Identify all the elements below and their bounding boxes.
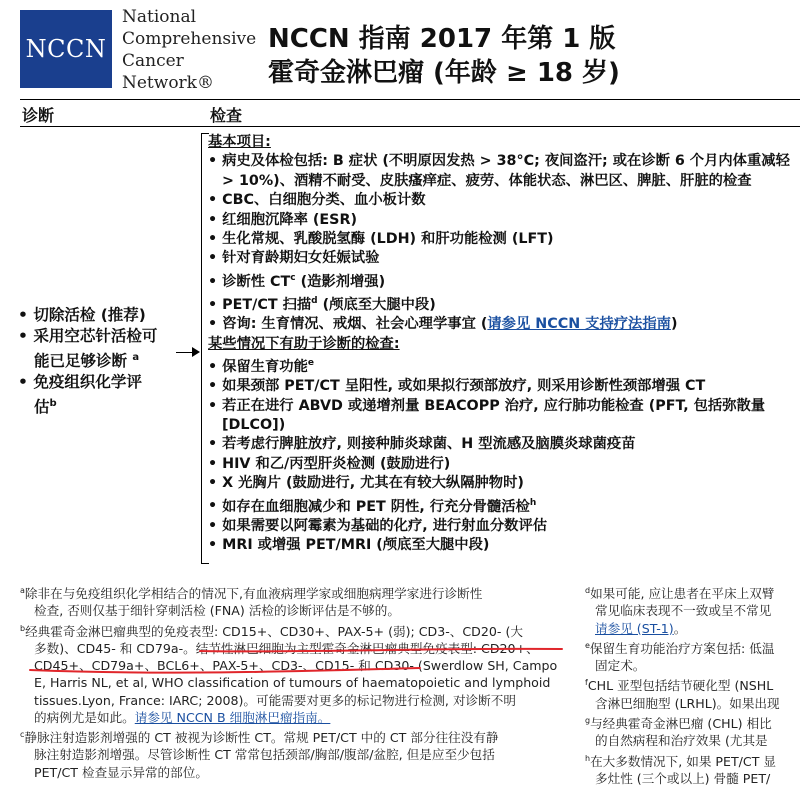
workup-bracket [201,133,202,563]
workup-bracket-bottom [201,563,209,564]
supportive-care-link[interactable]: 请参见 NCCN 支持疗法指南 [487,316,671,333]
workup-item-cont: [DLCO]) [222,416,286,433]
logo-line: Network® [122,73,214,93]
logo-line: Cancer [122,51,184,71]
b-cell-lymphoma-link[interactable]: 请参见 NCCN B 细胞淋巴瘤指南。 [134,709,331,725]
logo-line: Comprehensive [122,29,257,49]
workup-item: • 病史及体检包括: B 症状 (不明原因发热 > 38°C; 夜间盗汗; 或在诊断 6 个月内体重减轻 [208,152,790,171]
logo-abbrev: NCCN [25,35,107,63]
footnote-f: $^f$CHL 亚型包括结节硬化型 (NSHL [585,678,774,694]
footnote-c-cont: 脉注射造影剂增强。尽管诊断性 CT 常常包括颈部/胸部/腹部/盆腔, 但是应至少包括 [34,747,495,763]
footnote-b-cont: CD45+、CD79a+、BCL6+、PAX-5+、CD3-、CD15- 和 CD30- (Swerdlow SH, Campo [34,658,558,674]
column-header-diagnosis: 诊断 [22,106,55,125]
useful-section-title: 某些情况下有助于诊断的检查: [208,335,400,352]
footnotes-right [585,582,780,787]
workup-item: • PET/CT 扫描$^d$ (颅底至大腿中段) [208,292,790,315]
footnote-a-cont: 检查, 否则仅基于细针穿刺活检 (FNA) 活检的诊断评估是不够的。 [34,603,400,619]
logo-wordmark [122,6,256,94]
footnote-b-cont: tissues.Lyon, France: IARC; 2008)。可能需要对更多的标记物进行检测, 对诊断不明 [34,692,516,708]
workup-item: • 生化常规、乳酸脱氢酶 (LDH) 和肝功能检测 (LFT) [208,230,790,249]
footnote-f-cont: 含淋巴细胞型 (LRHL)。如果出现 [595,695,780,711]
footnote-b-cont: 多数)、CD45- 和 CD79a-。结节性淋巴细胞为主型霍奇金淋巴瘤典型免疫表型: CD20+、 [34,640,539,656]
workup-item: • 红细胞沉降率 (ESR) [208,211,790,230]
diagnosis-item-cont: 能已足够诊断 $^a$ [34,352,140,371]
workup-item-cont: > 10%)、酒精不耐受、皮肤瘙痒症、疲劳、体能状态、淋巴区、脾脏、肝脏的检查 [222,172,752,189]
workup-item: • 若正在进行 ABVD 或递增剂量 BEACOPP 治疗, 应行肺功能检查 (PFT, 包括弥散量 [208,397,790,416]
column-header-workup: 检查 [210,106,243,125]
footnote-d: $^d$如果可能, 应让患者在平床上双臂 [585,586,775,602]
footnote-c: $^c$静脉注射造影剂增强的 CT 被视为诊断性 CT。常规 PET/CT 中的 CT 部分往往没有静 [20,730,499,746]
nccn-logo [20,10,112,88]
workup-item: • 如果颈部 PET/CT 呈阳性, 或如果拟行颈部放疗, 则采用诊断性颈部增强 CT [208,377,790,396]
footnote-h: $^h$在大多数情况下, 如果 PET/CT 显 [585,753,777,769]
workup-item: • 若考虑行脾脏放疗, 则接种肺炎球菌、H 型流感及脑膜炎球菌疫苗 [208,435,790,454]
workup-item: • 针对育龄期妇女妊娠试验 [208,249,790,268]
footnote-d-cont: 常见临床表现不一致或呈不常见 [595,603,772,619]
workup-item: • 如果需要以阿霉素为基础的化疗, 进行射血分数评估 [208,517,790,536]
workup-item: • CBC、白细胞分类、血小板计数 [208,191,790,210]
footnote-g: $^g$与经典霍奇金淋巴瘤 (CHL) 相比 [585,715,772,732]
diagnosis-list [18,305,157,418]
workup-list [208,133,790,556]
workup-item: • 咨询: 生育情况、戒烟、社会心理学事宜 (请参见 NCCN 支持疗法指南) [208,315,790,334]
footnote-a: $^a$除非在与免疫组织化学相结合的情况下,有血液病理学家或细胞病理学家进行诊断性 [20,586,483,602]
workup-item: • 诊断性 $CT^c$ (造影剂增强) [208,269,790,292]
footnotes-left [20,582,565,781]
footnote-e: $^e$保留生育功能治疗方案包括: 低温 [585,640,775,656]
footnote-b-cont: E, Harris NL, et al, WHO classification of tumours of haematopoietic and lymphoid [34,675,551,691]
workup-item: • 保留生育功能$^e$ [208,354,790,377]
page-title [268,22,620,90]
title-line-2: 霍奇金淋巴瘤 (年龄 ≥ 18 岁) [268,58,620,88]
footnote-c-cont: PET/CT 检查显示异常的部位。 [34,764,208,780]
column-header-rule [20,126,800,127]
diagnosis-item-cont: 估$^b$ [34,398,57,417]
workup-item: • MRI 或增强 PET/MRI (颅底至大腿中段) [208,536,790,555]
footnote-e-cont: 固定术。 [595,658,646,674]
workup-item: • 如存在血细胞减少和 PET 阴性, 行充分骨髓活检$^h$ [208,494,790,517]
footnote-g-cont: 的自然病程和治疗效果 (尤其是 [595,733,768,749]
diagnosis-item: • 切除活检 (推荐) [18,306,146,324]
diagnosis-item: • 采用空芯针活检可 [18,327,158,345]
workup-item: • X 光胸片 (鼓励进行, 尤其在有较大纵隔肿物时) [208,474,790,493]
workup-item: • HIV 和乙/丙型肝炎检测 (鼓励进行) [208,455,790,474]
footnote-b: $^b$经典霍奇金淋巴瘤典型的免疫表型: CD15+、CD30+、PAX-5+ (弱); CD3-、CD20- (大 [20,623,523,639]
title-line-1: NCCN 指南 2017 年第 1 版 [268,24,616,54]
essential-section-title: 基本项目: [208,134,271,150]
footnote-b-cont: 的病例尤是如此。请参见 NCCN B 细胞淋巴瘤指南。 [34,709,331,725]
st1-link[interactable]: 请参见 (ST-1) [595,620,674,636]
flow-arrow-head-icon [192,347,200,357]
header-rule [20,99,800,100]
footnote-d-cont: 请参见 (ST-1)。 [595,620,687,636]
logo-line: National [122,7,197,27]
footnote-h-cont: 多灶性 (三个或以上) 骨髓 PET/ [595,770,771,786]
diagnosis-item: • 免疫组织化学评 [18,373,142,392]
